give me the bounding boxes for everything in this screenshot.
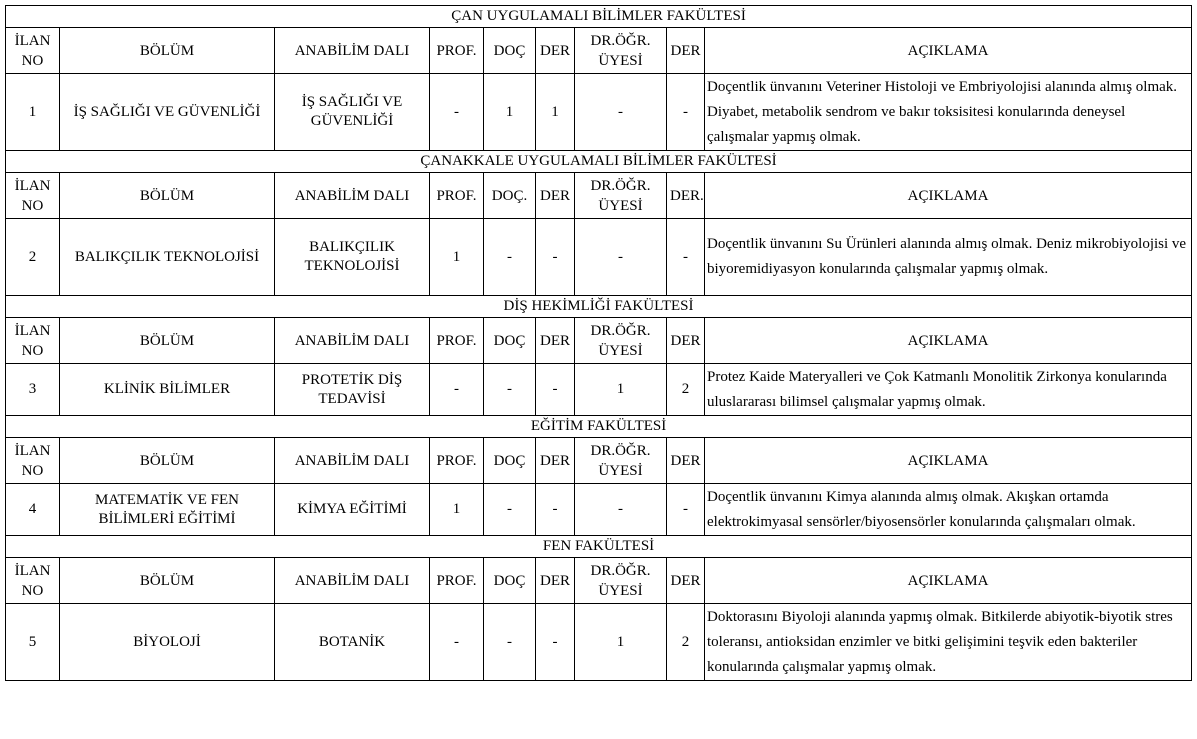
der2-cell: - — [667, 484, 705, 536]
prof-cell: - — [430, 364, 484, 416]
doc-cell: - — [484, 364, 536, 416]
header-aciklama: AÇIKLAMA — [705, 173, 1192, 219]
table-row — [6, 364, 1192, 416]
anabilim-cell: İŞ SAĞLIĞI VE GÜVENLİĞİ — [275, 74, 430, 151]
prof-cell: - — [430, 604, 484, 681]
aciklama-cell: Doçentlik ünvanını Su Ürünleri alanında almış olmak. Deniz mikrobiyolojisi ve biyoremidiyasyon konularında çalışmalar yapmış olmak. — [705, 219, 1192, 296]
header-der2: DER. — [667, 173, 705, 219]
header-aciklama: AÇIKLAMA — [705, 28, 1192, 74]
header-row — [6, 438, 1192, 484]
header-dr-ogr: DR.ÖĞR. ÜYESİ — [575, 28, 667, 74]
header-bolum: BÖLÜM — [60, 438, 275, 484]
header-aciklama: AÇIKLAMA — [705, 558, 1192, 604]
header-der2: DER — [667, 318, 705, 364]
header-dr-ogr: DR.ÖĞR. ÜYESİ — [575, 318, 667, 364]
table-row — [6, 604, 1192, 681]
ilan-no-cell: 3 — [6, 364, 60, 416]
aciklama-cell: Doçentlik ünvanını Kimya alanında almış olmak. Akışkan ortamda elektrokimyasal sensörler/biyosensörler konularında çalışmaları olmak. — [705, 484, 1192, 536]
dr-ogr-cell: 1 — [575, 364, 667, 416]
header-prof: PROF. — [430, 438, 484, 484]
header-ilan-no: İLAN NO — [6, 438, 60, 484]
bolum-cell: İŞ SAĞLIĞI VE GÜVENLİĞİ — [60, 74, 275, 151]
header-doc: DOÇ — [484, 318, 536, 364]
anabilim-cell: KİMYA EĞİTİMİ — [275, 484, 430, 536]
table-row — [6, 219, 1192, 296]
header-dr-ogr: DR.ÖĞR. ÜYESİ — [575, 438, 667, 484]
aciklama-cell: Doçentlik ünvanını Veteriner Histoloji ve Embriyolojisi alanında almış olmak. Diyabet, metabolik sendrom ve bakır toksisitesi konularında deneysel çalışmalar yapmış olmak. — [705, 74, 1192, 151]
header-row — [6, 318, 1192, 364]
dr-ogr-cell: - — [575, 74, 667, 151]
der-cell: 1 — [536, 74, 575, 151]
der-cell: - — [536, 364, 575, 416]
header-der2: DER — [667, 558, 705, 604]
ilan-no-cell: 2 — [6, 219, 60, 296]
header-bolum: BÖLÜM — [60, 28, 275, 74]
header-der2: DER — [667, 438, 705, 484]
der-cell: - — [536, 604, 575, 681]
der2-cell: 2 — [667, 604, 705, 681]
faculty-title: ÇANAKKALE UYGULAMALI BİLİMLER FAKÜLTESİ — [6, 151, 1192, 173]
header-aciklama: AÇIKLAMA — [705, 318, 1192, 364]
header-prof: PROF. — [430, 318, 484, 364]
header-doc: DOÇ — [484, 438, 536, 484]
header-der: DER — [536, 558, 575, 604]
der2-cell: - — [667, 74, 705, 151]
header-ilan-no: İLAN NO — [6, 173, 60, 219]
faculty-title: FEN FAKÜLTESİ — [6, 536, 1192, 558]
anabilim-cell: BOTANİK — [275, 604, 430, 681]
positions-table — [5, 5, 1192, 681]
dr-ogr-cell: 1 — [575, 604, 667, 681]
header-ilan-no: İLAN NO — [6, 558, 60, 604]
faculty-title: EĞİTİM FAKÜLTESİ — [6, 416, 1192, 438]
ilan-no-cell: 5 — [6, 604, 60, 681]
header-dr-ogr: DR.ÖĞR. ÜYESİ — [575, 173, 667, 219]
aciklama-cell: Protez Kaide Materyalleri ve Çok Katmanlı Monolitik Zirkonya konularında uluslararası bilimsel çalışmalar yapmış olmak. — [705, 364, 1192, 416]
header-bolum: BÖLÜM — [60, 173, 275, 219]
bolum-cell: KLİNİK BİLİMLER — [60, 364, 275, 416]
anabilim-cell: PROTETİK DİŞ TEDAVİSİ — [275, 364, 430, 416]
header-prof: PROF. — [430, 558, 484, 604]
header-row — [6, 173, 1192, 219]
doc-cell: - — [484, 484, 536, 536]
header-aciklama: AÇIKLAMA — [705, 438, 1192, 484]
header-doc: DOÇ — [484, 28, 536, 74]
table-row — [6, 484, 1192, 536]
header-der: DER — [536, 438, 575, 484]
bolum-cell: BİYOLOJİ — [60, 604, 275, 681]
doc-cell: 1 — [484, 74, 536, 151]
table-row — [6, 74, 1192, 151]
header-doc: DOÇ. — [484, 173, 536, 219]
header-der2: DER — [667, 28, 705, 74]
header-der: DER — [536, 318, 575, 364]
prof-cell: - — [430, 74, 484, 151]
header-ilan-no: İLAN NO — [6, 318, 60, 364]
header-anabilim: ANABİLİM DALI — [275, 28, 430, 74]
der2-cell: - — [667, 219, 705, 296]
header-ilan-no: İLAN NO — [6, 28, 60, 74]
dr-ogr-cell: - — [575, 484, 667, 536]
header-bolum: BÖLÜM — [60, 558, 275, 604]
bolum-cell: MATEMATİK VE FEN BİLİMLERİ EĞİTİMİ — [60, 484, 275, 536]
anabilim-cell: BALIKÇILIK TEKNOLOJİSİ — [275, 219, 430, 296]
header-anabilim: ANABİLİM DALI — [275, 173, 430, 219]
doc-cell: - — [484, 604, 536, 681]
header-bolum: BÖLÜM — [60, 318, 275, 364]
der-cell: - — [536, 219, 575, 296]
aciklama-cell: Doktorasını Biyoloji alanında yapmış olmak. Bitkilerde abiyotik-biyotik stres toleransı, antioksidan enzimler ve bitki gelişimini teşvik eden bakteriler konularında çalışmalar yapmış olmak. — [705, 604, 1192, 681]
header-der: DER — [536, 173, 575, 219]
header-row — [6, 558, 1192, 604]
header-doc: DOÇ — [484, 558, 536, 604]
der2-cell: 2 — [667, 364, 705, 416]
header-anabilim: ANABİLİM DALI — [275, 558, 430, 604]
doc-cell: - — [484, 219, 536, 296]
prof-cell: 1 — [430, 484, 484, 536]
header-der: DER — [536, 28, 575, 74]
header-prof: PROF. — [430, 173, 484, 219]
header-dr-ogr: DR.ÖĞR. ÜYESİ — [575, 558, 667, 604]
ilan-no-cell: 4 — [6, 484, 60, 536]
bolum-cell: BALIKÇILIK TEKNOLOJİSİ — [60, 219, 275, 296]
der-cell: - — [536, 484, 575, 536]
header-anabilim: ANABİLİM DALI — [275, 438, 430, 484]
header-prof: PROF. — [430, 28, 484, 74]
header-anabilim: ANABİLİM DALI — [275, 318, 430, 364]
faculty-title: ÇAN UYGULAMALI BİLİMLER FAKÜLTESİ — [6, 6, 1192, 28]
prof-cell: 1 — [430, 219, 484, 296]
dr-ogr-cell: - — [575, 219, 667, 296]
ilan-no-cell: 1 — [6, 74, 60, 151]
faculty-title: DİŞ HEKİMLİĞİ FAKÜLTESİ — [6, 296, 1192, 318]
header-row — [6, 28, 1192, 74]
